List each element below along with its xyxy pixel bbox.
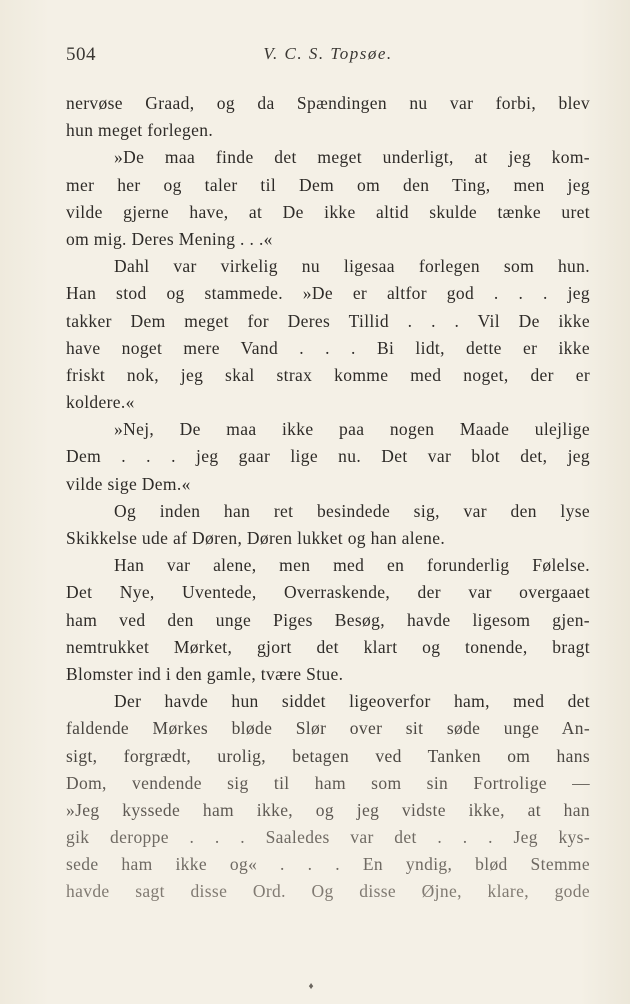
text-line: Blomster ind i den gamle, tvære Stue. (66, 663, 344, 684)
text-line: vilde sige Dem.« (66, 473, 191, 494)
text-line: gik deroppe . . . Saaledes var det . . . Jeg kys- (66, 827, 590, 848)
text-line: sede ham ikke og« . . . En yndig, blød Stemme (66, 854, 590, 875)
text-line: sigt, forgrædt, urolig, betagen ved Tanken om hans (66, 745, 590, 766)
text-line: »Jeg kyssede ham ikke, og jeg vidste ikke, at han (66, 799, 590, 820)
page-number: 504 (66, 44, 96, 65)
text-line: Dom, vendende sig til ham som sin Fortrolige — (66, 772, 590, 793)
page-header (66, 44, 590, 74)
ornament-icon: ♦ (308, 981, 314, 992)
text-line: have noget mere Vand . . . Bi lidt, dette er ikke (66, 337, 590, 358)
text-line: nervøse Graad, og da Spændingen nu var forbi, blev (66, 93, 590, 113)
running-head: V. C. S. Topsøe. (263, 44, 393, 63)
text-line: friskt nok, jeg skal strax komme med noget, der er (66, 364, 590, 385)
text-line: Han stod og stammede. »De er altfor god . . . jeg (66, 283, 590, 304)
text-line: Dahl var virkelig nu ligesaa forlegen som hun. (114, 256, 590, 277)
text-line: Der havde hun siddet ligeoverfor ham, med det (114, 691, 590, 712)
text-line: Og inden han ret besindede sig, var den lyse (114, 500, 590, 521)
text-line: »Nej, De maa ikke paa nogen Maade ulejlige (114, 419, 590, 440)
text-line: om mig. Deres Mening . . .« (66, 228, 273, 249)
text-line: koldere.« (66, 392, 135, 413)
text-line: hun meget forlegen. (66, 120, 214, 141)
body-text (66, 90, 590, 906)
text-line: Skikkelse ude af Døren, Døren lukket og han alene. (66, 528, 446, 548)
text-line: »De maa finde det meget underligt, at jeg kom- (114, 147, 590, 168)
text-line: Dem . . . jeg gaar lige nu. Det var blot det, jeg (66, 446, 590, 467)
text-line: ham ved den unge Piges Besøg, havde ligesom gjen- (66, 609, 590, 630)
text-line: Han var alene, men med en forunderlig Følelse. (114, 555, 590, 576)
text-line: takker Dem meget for Deres Tillid . . . Vil De ikke (66, 310, 590, 331)
text-line: nemtrukket Mørket, gjort det klart og tonende, bragt (66, 636, 590, 657)
text-line: vilde gjerne have, at De ikke altid skulde tænke uret (66, 201, 590, 222)
text-line: mer her og taler til Dem om den Ting, men jeg (66, 174, 590, 195)
text-line: faldende Mørkes bløde Slør over sit søde unge An- (66, 718, 590, 739)
text-line: Det Nye, Uventede, Overraskende, der var overgaaet (66, 582, 590, 603)
text-line: havde sagt disse Ord. Og disse Øjne, klare, gode (66, 881, 590, 902)
